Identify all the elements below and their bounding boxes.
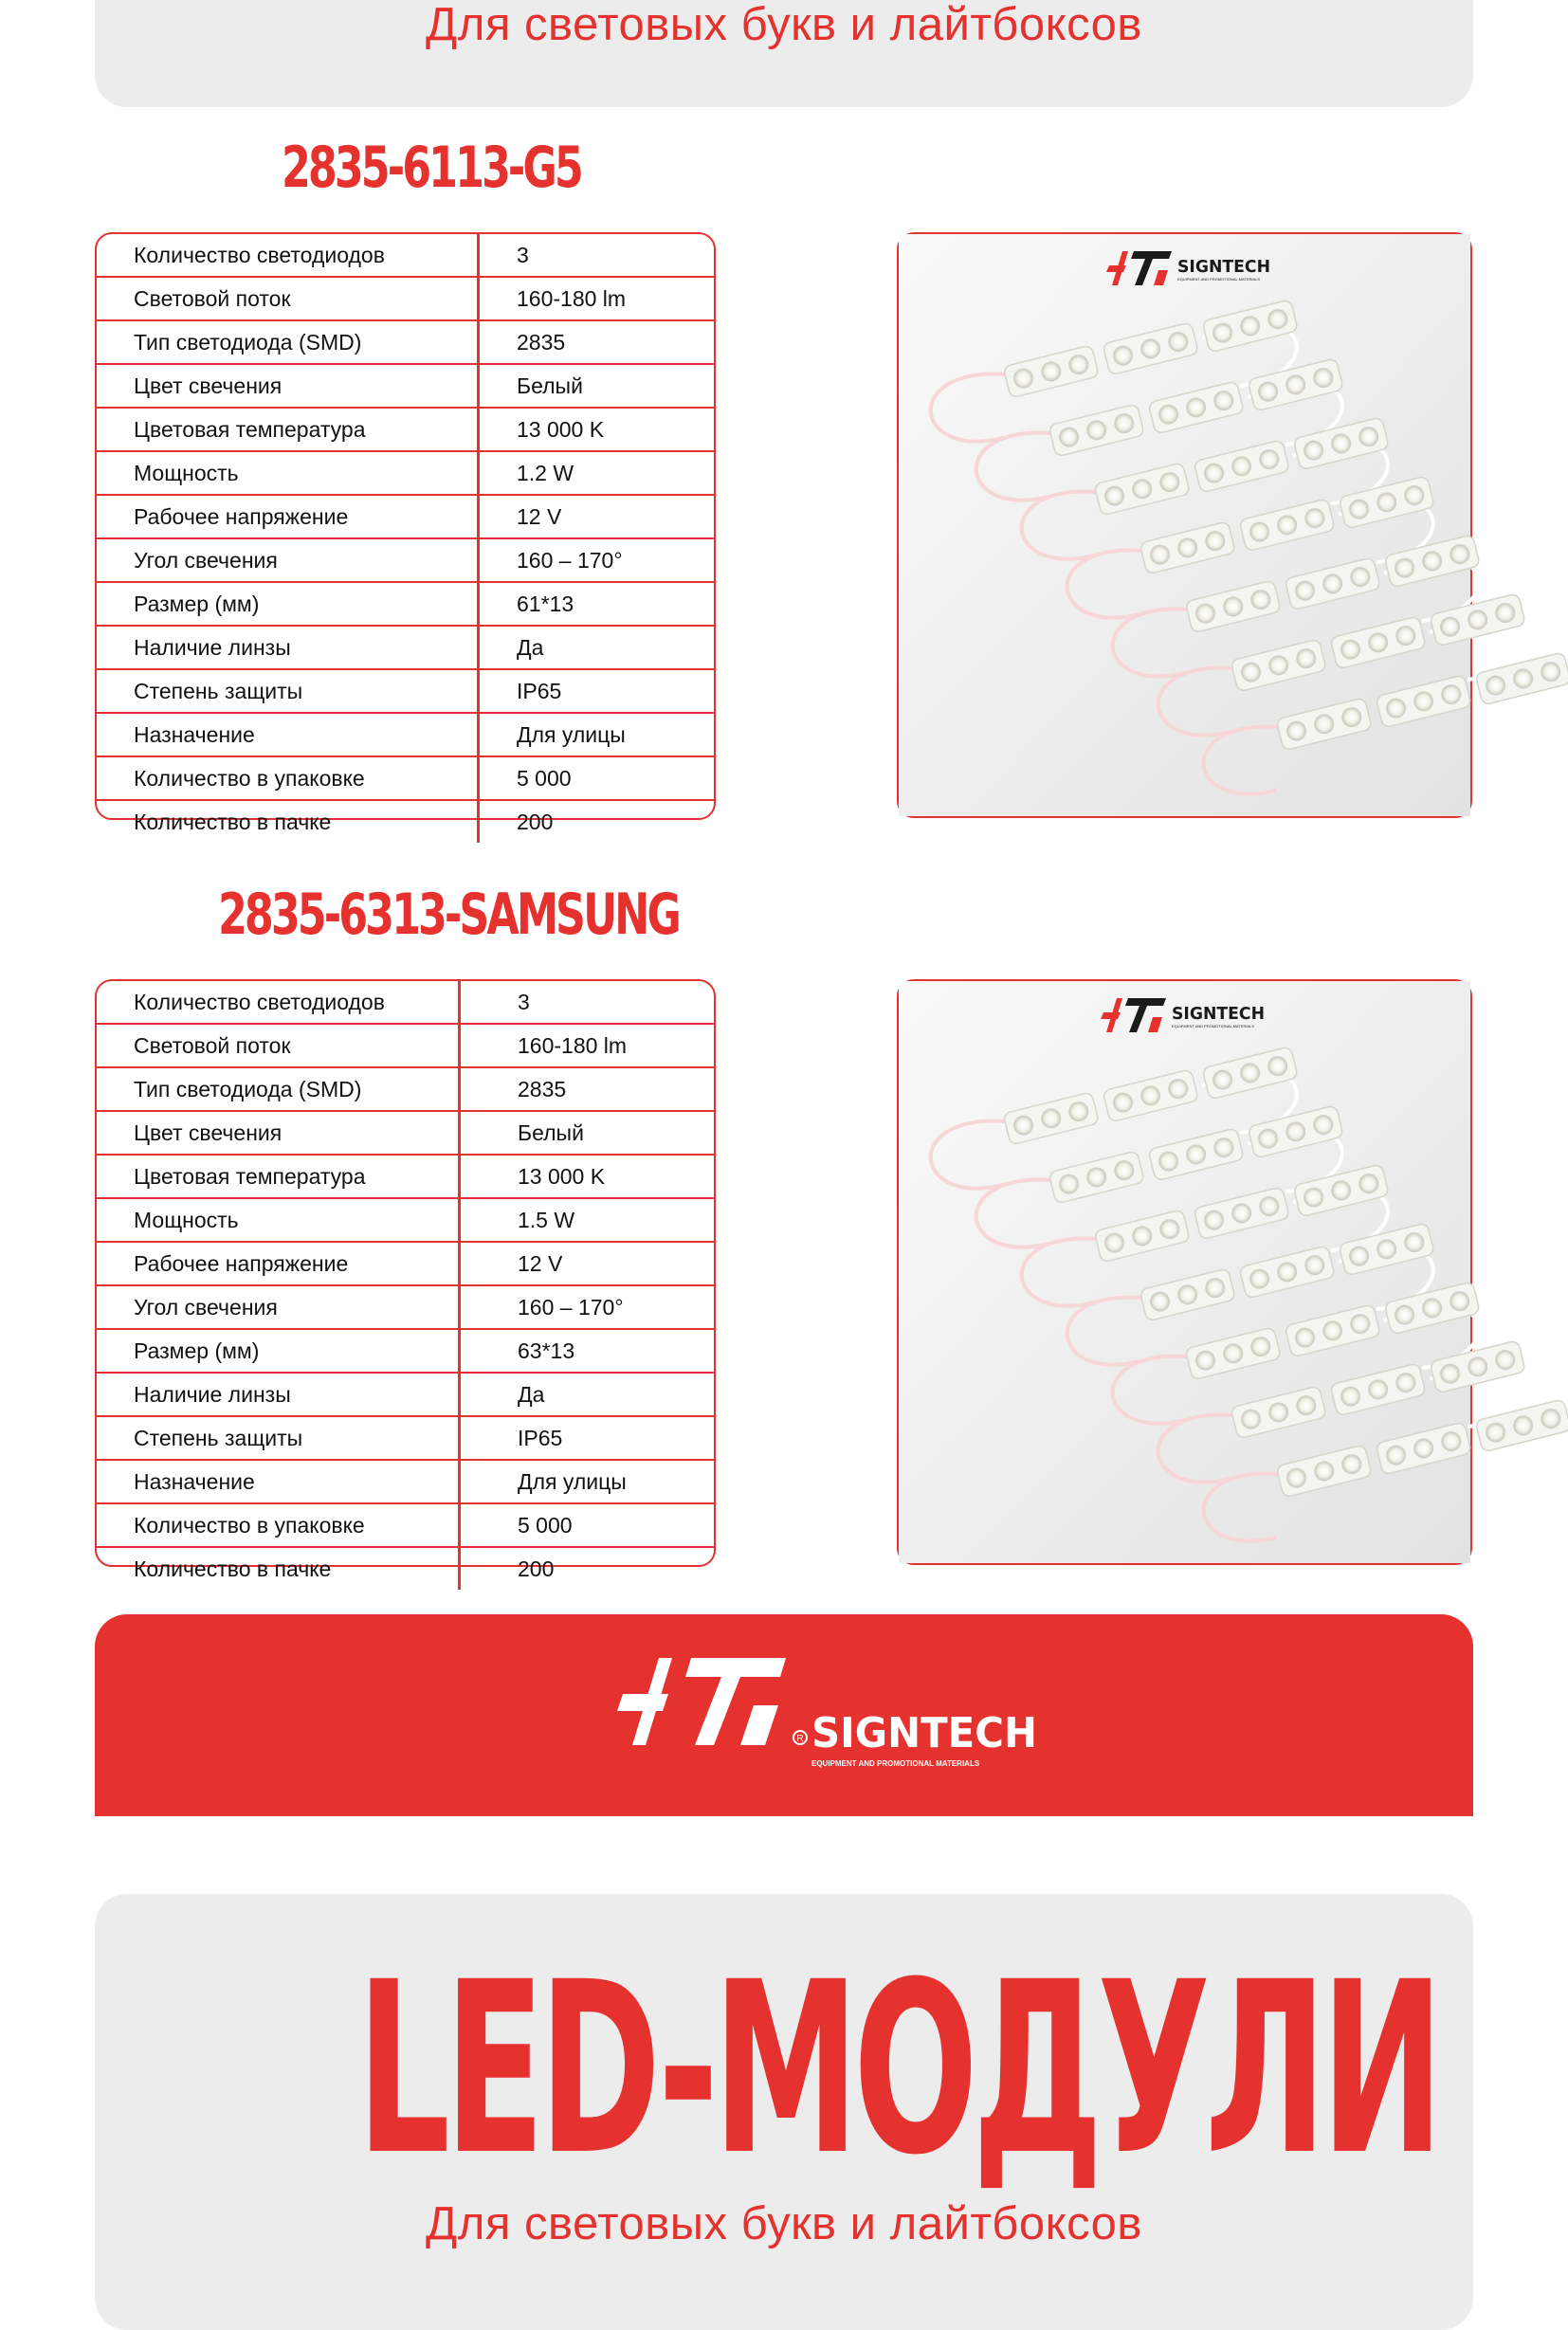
- spec-row: [97, 1242, 714, 1285]
- spec-row: [97, 1067, 714, 1111]
- spec-label: Световой поток: [97, 1024, 460, 1067]
- led-module: [1475, 652, 1568, 705]
- spec-row: [97, 1024, 714, 1067]
- spec-label: Рабочее напряжение: [97, 1242, 460, 1285]
- st-logo-icon: [617, 1658, 786, 1745]
- spec-row: [97, 1111, 714, 1155]
- spec-label: Цвет свечения: [97, 1111, 460, 1155]
- spec-row: [97, 495, 714, 538]
- spec-value: 200: [518, 1556, 555, 1581]
- spec-label: Количество светодиодов: [97, 981, 460, 1024]
- brand-tagline: EQUIPMENT AND PROMOTIONAL MATERIALS: [1177, 277, 1261, 282]
- brand-name: SIGNTECH: [811, 1709, 1037, 1757]
- hero-title: LED-МОДУЛИ: [356, 1931, 1438, 2207]
- spec-row: [97, 981, 714, 1024]
- spec-value: 12 V: [479, 495, 715, 538]
- spec-value: Для улицы: [479, 713, 715, 756]
- header-subtitle: Для световых букв и лайтбоксов: [426, 0, 1142, 50]
- footer-subtitle: Для световых букв и лайтбоксов: [426, 2198, 1142, 2249]
- spec-label: Размер (мм): [97, 1329, 460, 1373]
- spec-row: [97, 277, 714, 320]
- spec-row: [97, 451, 714, 495]
- product-title: 2835-6113-G5: [282, 135, 581, 201]
- spec-value: 5 000: [460, 1503, 715, 1547]
- product-photo: [897, 232, 1472, 818]
- spec-label: Количество в упаковке: [97, 1503, 460, 1547]
- spec-row: [97, 713, 714, 756]
- spec-label: Мощность: [97, 1198, 460, 1242]
- spec-row: [97, 800, 714, 843]
- brand-banner: [95, 1614, 1473, 1816]
- spec-value: 13 000 K: [460, 1155, 715, 1198]
- spec-table: [95, 979, 716, 1581]
- spec-value: 12 V: [460, 1242, 715, 1285]
- spec-row: [97, 626, 714, 669]
- spec-value: 160 – 170°: [479, 538, 715, 582]
- spec-value: 2835: [479, 320, 715, 364]
- spec-label: Тип светодиода (SMD): [97, 320, 479, 364]
- spec-value: 63*13: [460, 1329, 715, 1373]
- spec-row: [97, 1416, 714, 1460]
- spec-row: [97, 1285, 714, 1329]
- spec-label: Световой поток: [97, 277, 479, 320]
- spec-table: [95, 232, 716, 834]
- spec-value: 160 – 170°: [460, 1285, 715, 1329]
- spec-value: 3: [460, 981, 715, 1024]
- spec-row: [97, 1198, 714, 1242]
- registered-letter: R: [796, 1734, 804, 1744]
- spec-label: Наличие линзы: [97, 1373, 460, 1416]
- spec-label: Угол свечения: [97, 1285, 460, 1329]
- spec-label: Степень защиты: [97, 669, 479, 713]
- brand-tagline: EQUIPMENT AND PROMOTIONAL MATERIALS: [1172, 1024, 1255, 1028]
- spec-label: Степень защиты: [97, 1416, 460, 1460]
- spec-row: [97, 1329, 714, 1373]
- brand-name: SIGNTECH: [1172, 1004, 1265, 1024]
- spec-row: [97, 1460, 714, 1503]
- spec-value: 200: [517, 809, 554, 834]
- header-card: [95, 0, 1473, 107]
- spec-row: [97, 320, 714, 364]
- spec-label: Количество в пачке: [97, 1547, 460, 1590]
- spec-value: Белый: [479, 364, 715, 408]
- spec-value: 1.2 W: [479, 451, 715, 495]
- spec-label: Размер (мм): [97, 582, 479, 626]
- product-photo: [897, 979, 1472, 1565]
- product-title: 2835-6313-SAMSUNG: [218, 882, 679, 948]
- spec-row: [97, 364, 714, 408]
- spec-label: Цвет свечения: [97, 364, 479, 408]
- brand-name: SIGNTECH: [1177, 257, 1270, 277]
- spec-row: [97, 234, 714, 277]
- spec-value: IP65: [460, 1416, 715, 1460]
- spec-label: Количество светодиодов: [97, 234, 479, 277]
- spec-row: [97, 1547, 714, 1590]
- spec-value: Белый: [460, 1111, 715, 1155]
- spec-value: Да: [460, 1373, 715, 1416]
- led-module: [1475, 1399, 1568, 1452]
- spec-value: 3: [479, 234, 715, 277]
- spec-value: 5 000: [479, 756, 715, 800]
- spec-value: 160-180 lm: [479, 277, 715, 320]
- spec-row: [97, 582, 714, 626]
- footer-card: [95, 1894, 1473, 2330]
- spec-value: 13 000 K: [479, 408, 715, 451]
- spec-value: IP65: [479, 669, 715, 713]
- spec-label: Мощность: [97, 451, 479, 495]
- spec-label: Назначение: [97, 1460, 460, 1503]
- spec-label: Рабочее напряжение: [97, 495, 479, 538]
- spec-value: 1.5 W: [460, 1198, 715, 1242]
- spec-label: Назначение: [97, 713, 479, 756]
- spec-value: 61*13: [479, 582, 715, 626]
- spec-label: Цветовая температура: [97, 1155, 460, 1198]
- spec-row: [97, 669, 714, 713]
- spec-label: Количество в пачке: [97, 800, 479, 843]
- spec-row: [97, 756, 714, 800]
- spec-label: Угол свечения: [97, 538, 479, 582]
- spec-value: 2835: [460, 1067, 715, 1111]
- spec-row: [97, 1155, 714, 1198]
- spec-row: [97, 1503, 714, 1547]
- led-modules-illustration: [899, 234, 1470, 816]
- brand-tagline: EQUIPMENT AND PROMOTIONAL MATERIALS: [811, 1759, 980, 1768]
- spec-value: Да: [479, 626, 715, 669]
- spec-row: [97, 408, 714, 451]
- led-modules-illustration: [899, 981, 1470, 1563]
- spec-label: Наличие линзы: [97, 626, 479, 669]
- spec-row: [97, 1373, 714, 1416]
- spec-row: [97, 538, 714, 582]
- spec-label: Количество в упаковке: [97, 756, 479, 800]
- spec-value: Для улицы: [460, 1460, 715, 1503]
- signtech-logo: [95, 1614, 1473, 1816]
- spec-label: Тип светодиода (SMD): [97, 1067, 460, 1111]
- spec-label: Цветовая температура: [97, 408, 479, 451]
- spec-value: 160-180 lm: [460, 1024, 715, 1067]
